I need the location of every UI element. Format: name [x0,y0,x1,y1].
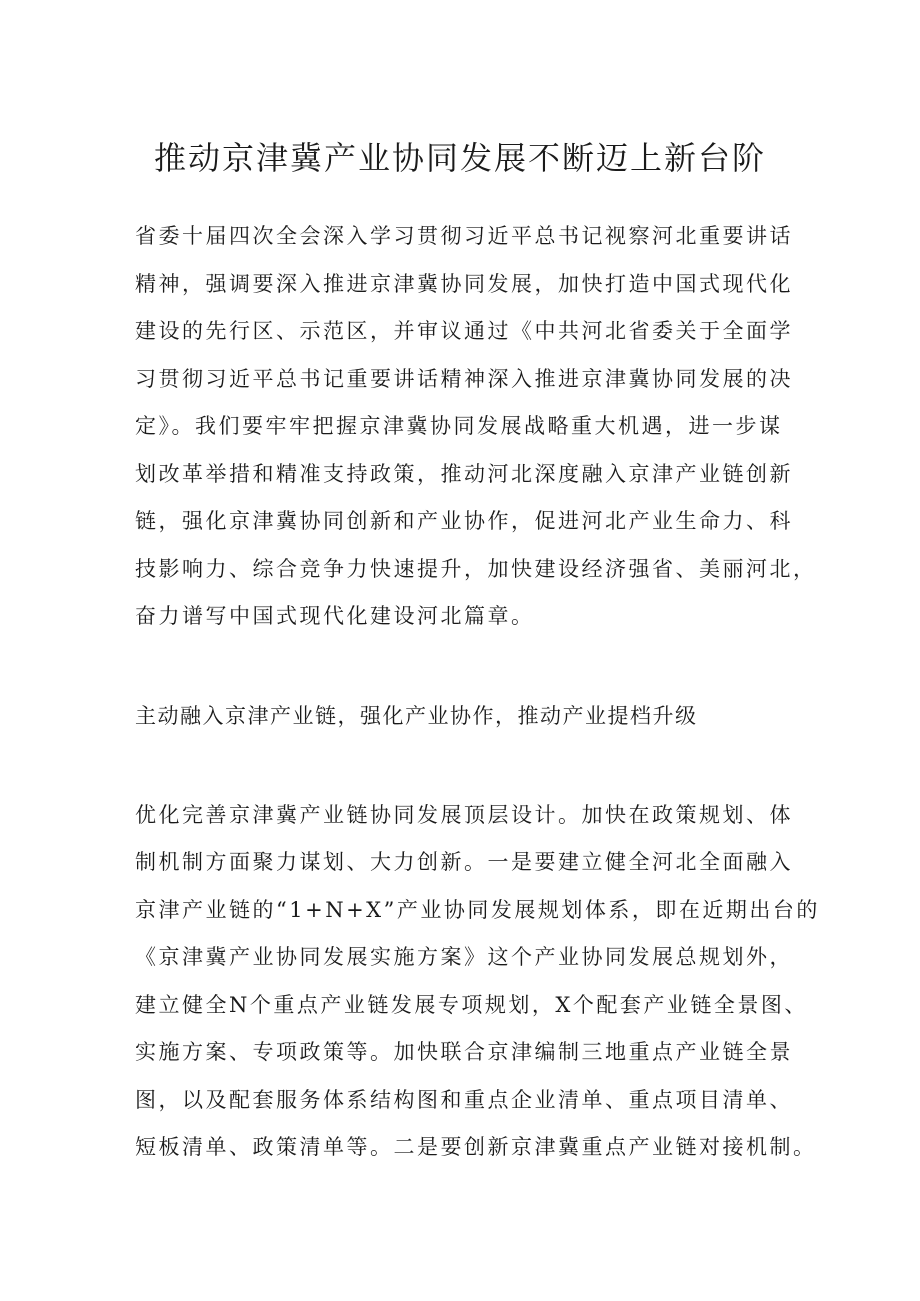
paragraph-2-line-8: 短板清单、政策清单等。二是要创新京津冀重点产业链对接机制。 [135,1135,817,1159]
paragraph-2-line-5: 建立健全N个重点产业链发展专项规划，X个配套产业链全景图、 [135,993,808,1017]
paragraph-2-line-1: 优化完善京津冀产业链协同发展顶层设计。加快在政策规划、体 [135,803,793,827]
paragraph-2-line-4: 《京津冀产业协同发展实施方案》这个产业协同发展总规划外， [135,945,793,969]
paragraph-1-line-5: 定》。我们要牢牢把握京津冀协同发展战略重大机遇，进一步谋 [135,414,783,438]
paragraph-2-line-3: 京津产业链的“1+N+X”产业协同发展规划体系，即在近期出台的 [135,898,820,922]
paragraph-1-line-2: 精神，强调要深入推进京津冀协同发展，加快打造中国式现代化 [135,272,793,296]
paragraph-1-line-1: 省委十届四次全会深入学习贯彻习近平总书记视察河北重要讲话 [135,224,793,248]
paragraph-1-line-3: 建设的先行区、示范区，并审议通过《中共河北省委关于全面学 [135,319,793,343]
paragraph-1-line-4: 习贯彻习近平总书记重要讲话精神深入推进京津冀协同发展的决 [135,367,793,391]
section-heading: 主动融入京津产业链，强化产业协作，推动产业提档升级 [135,704,698,728]
paragraph-1-line-8: 技影响力、综合竞争力快速提升，加快建设经济强省、美丽河北， [135,557,817,581]
document-title: 推动京津冀产业协同发展不断迈上新台阶 [153,139,766,177]
paragraph-1-line-6: 划改革举措和精准支持政策，推动河北深度融入京津产业链创新 [135,462,793,486]
paragraph-1-line-7: 链，强化京津冀协同创新和产业协作，促进河北产业生命力、科 [135,509,793,533]
paragraph-2-line-6: 实施方案、专项政策等。加快联合京津编制三地重点产业链全景 [135,1040,793,1064]
paragraph-1-line-9: 奋力谱写中国式现代化建设河北篇章。 [135,604,535,628]
paragraph-2-line-7: 图，以及配套服务体系结构图和重点企业清单、重点项目清单、 [135,1088,793,1112]
paragraph-2-line-2: 制机制方面聚力谋划、大力创新。一是要建立健全河北全面融入 [135,850,793,874]
